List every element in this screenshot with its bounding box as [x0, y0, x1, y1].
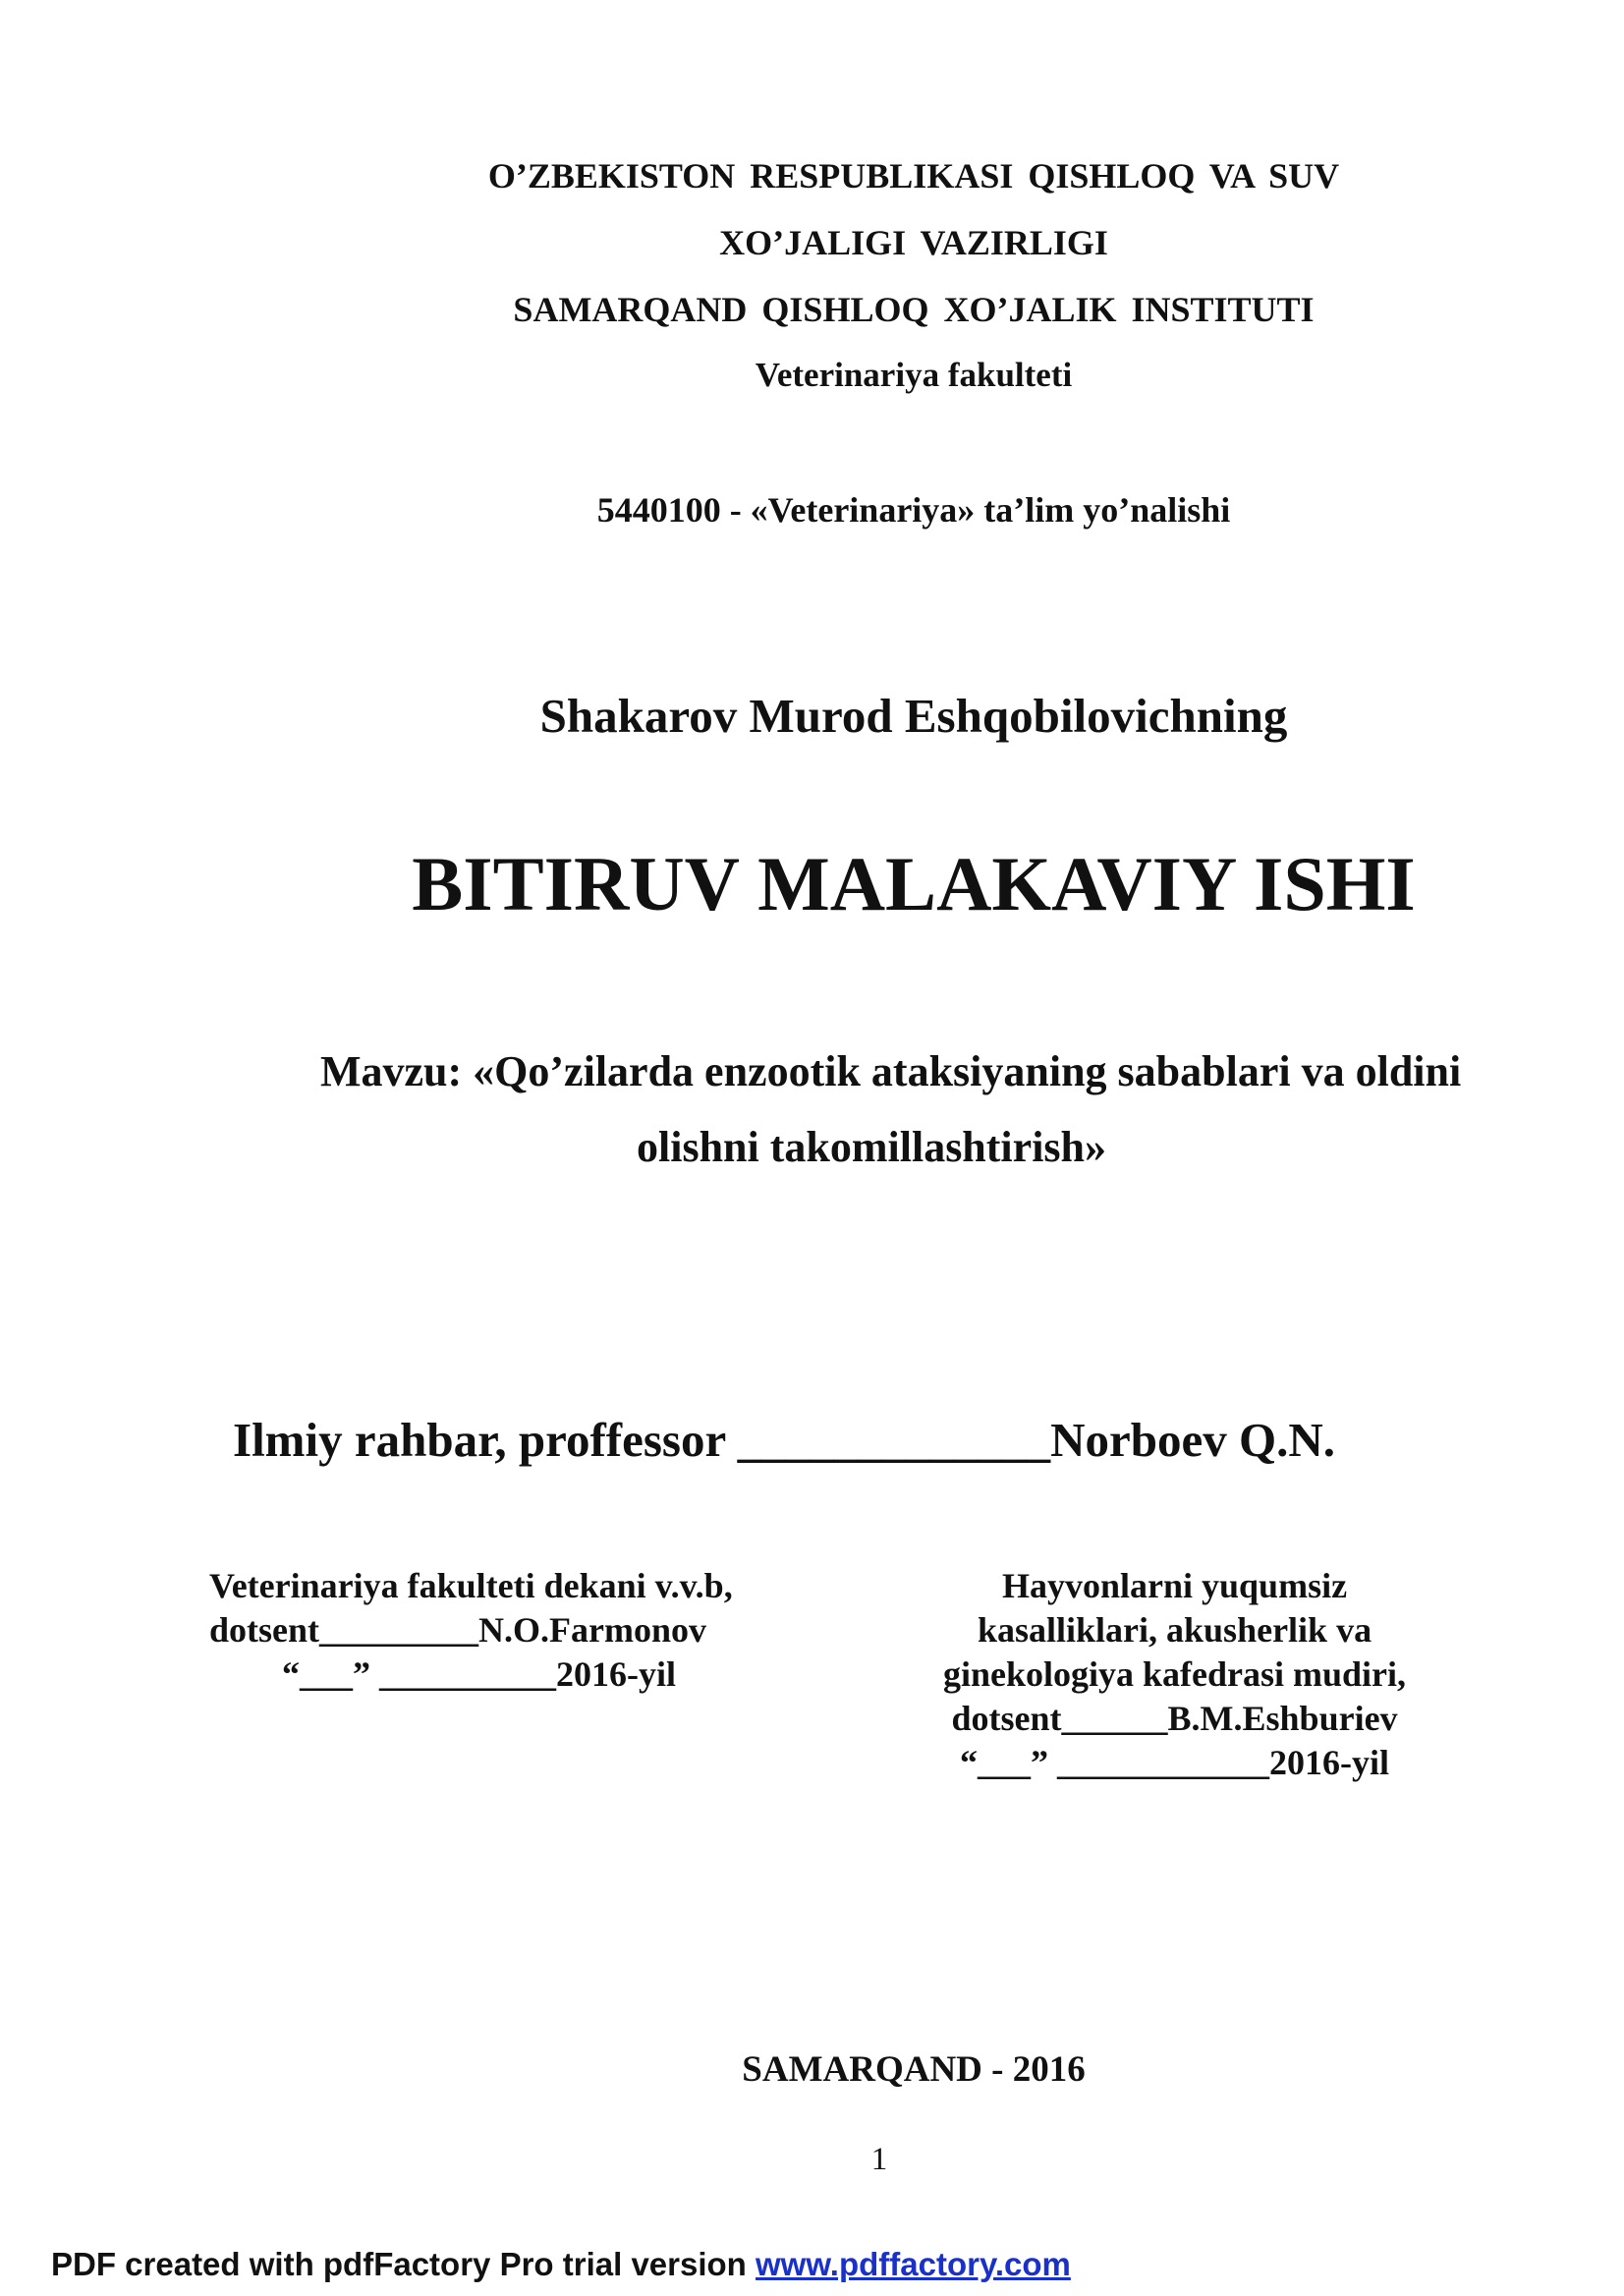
- supervisor-signature-line: Ilmiy rahbar, proffessor _____________Norboev Q.N.: [233, 1413, 1335, 1467]
- work-title: BITIRUV MALAKAVIY ISHI: [412, 841, 1416, 926]
- footer-text: PDF created with pdfFactory Pro trial version: [51, 2246, 756, 2282]
- author-name: Shakarov Murod Eshqobilovichning: [539, 689, 1288, 743]
- department-head-approval-block: [943, 1564, 1406, 1785]
- department-head-line-2: kasalliklari, akusherlik va: [977, 1610, 1372, 1650]
- education-direction: 5440100 - «Veterinariya» ta’lim yo’nalishi: [596, 490, 1231, 530]
- topic-line-1: Mavzu: «Qo’zilarda enzootik ataksiyaning sabablari va oldini: [320, 1047, 1462, 1095]
- ministry-line-1: O’ZBEKISTON RESPUBLIKASI QISHLOQ VA SUV: [487, 156, 1340, 196]
- department-head-line-3: ginekologiya kafedrasi mudiri,: [943, 1654, 1407, 1694]
- city-year: SAMARQAND - 2016: [742, 2049, 1086, 2090]
- dean-title: Veterinariya fakulteti dekani v.v.b,: [209, 1566, 733, 1605]
- faculty-name: Veterinariya fakulteti: [755, 356, 1073, 394]
- footer-link[interactable]: www.pdffactory.com: [756, 2246, 1071, 2282]
- dean-signature: dotsent_________N.O.Farmonov: [209, 1610, 706, 1650]
- dean-date-line: “___” __________2016-yil: [282, 1654, 676, 1694]
- ministry-line-2: XO’JALIGI VAZIRLIGI: [719, 223, 1108, 262]
- page-number: 1: [870, 2142, 888, 2177]
- dean-approval-block: [209, 1564, 733, 1697]
- department-head-line-1: Hayvonlarni yuqumsiz: [1001, 1566, 1348, 1605]
- department-head-signature: dotsent______B.M.Eshburiev: [951, 1699, 1398, 1738]
- topic-line-2: olishni takomillashtirish»: [637, 1123, 1107, 1171]
- institute-name: SAMARQAND QISHLOQ XO’JALIK INSTITUTI: [513, 290, 1315, 329]
- pdf-footer: [51, 2246, 1071, 2283]
- department-head-date-line: “___” ____________2016-yil: [960, 1743, 1390, 1782]
